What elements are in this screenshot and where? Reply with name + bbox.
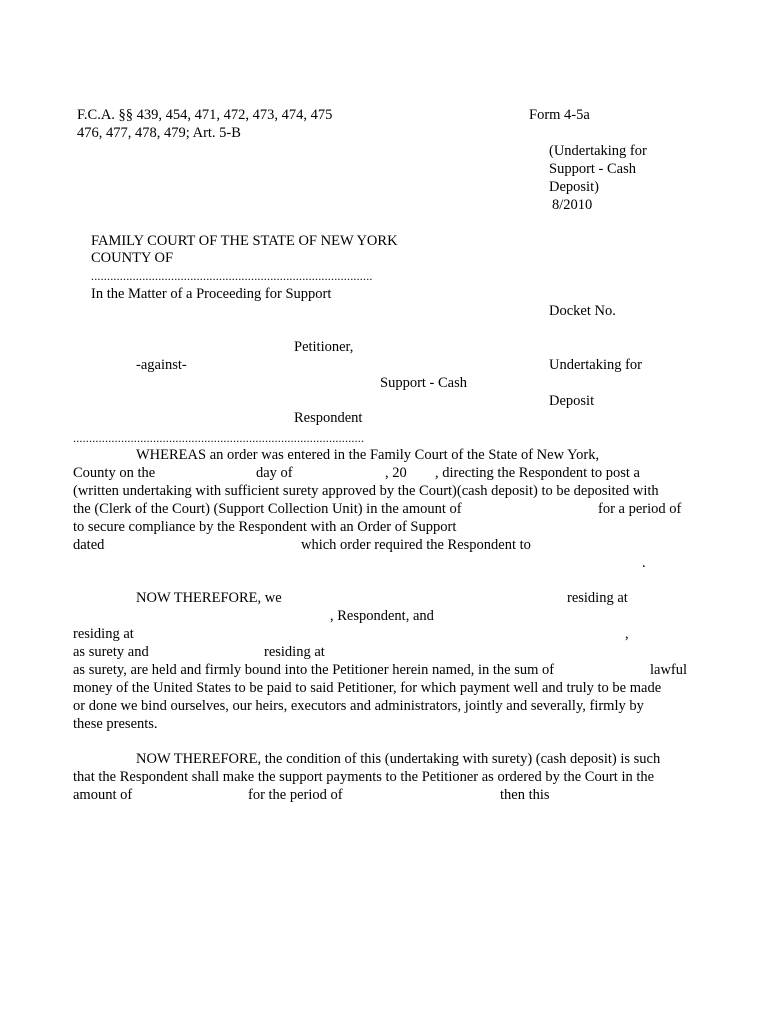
bond-line-6: money of the United States to be paid to said Petitioner, for which payment well and truly to be made — [73, 680, 662, 696]
statute-citation-line-2: 476, 477, 478, 479; Art. 5-B — [77, 125, 241, 141]
bond-residing-label-2: residing at — [73, 626, 134, 642]
bond-surety-label: as surety and — [73, 644, 149, 660]
condition-amount-label: amount of — [73, 787, 133, 803]
whereas-line-1: WHEREAS an order was entered in the Family Court of the State of New York, — [136, 447, 600, 463]
caption-dotted-rule-top: ........................................................................................ — [91, 270, 373, 282]
respondent-label: Respondent — [294, 410, 363, 426]
whereas-year-label: , 20 — [385, 465, 407, 481]
bond-line-8: these presents. — [73, 716, 158, 732]
matter-title: In the Matter of a Proceeding for Support — [91, 286, 332, 302]
whereas-directing-text: , directing the Respondent to post a — [435, 465, 640, 481]
bond-residing-label-1: residing at — [567, 590, 628, 606]
bond-line-7: or done we bind ourselves, our heirs, executors and administrators, jointly and severally, firmly by — [73, 698, 644, 714]
statute-citation-line-1: F.C.A. §§ 439, 454, 471, 472, 473, 474, 475 — [77, 107, 333, 123]
condition-line-2: that the Respondent shall make the support payments to the Petitioner as ordered by the Court in the — [73, 769, 655, 785]
bond-comma: , — [625, 626, 629, 642]
docket-label: Docket No. — [549, 303, 616, 319]
whereas-line-5: to secure compliance by the Respondent with an Order of Support — [73, 519, 457, 535]
condition-line-1: NOW THEREFORE, the condition of this (undertaking with surety) (cash deposit) is such — [136, 751, 661, 767]
caption-dotted-rule-bottom: ........................................................................................... — [73, 432, 365, 444]
condition-then-this: then this — [500, 787, 550, 803]
whereas-period-label: for a period of — [598, 501, 682, 517]
document-title-line-3: Deposit — [549, 393, 595, 409]
county-line: COUNTY OF — [91, 250, 174, 266]
form-title-line-2: Support - Cash — [549, 161, 636, 177]
document-title-line-1: Undertaking for — [549, 357, 643, 373]
court-name: FAMILY COURT OF THE STATE OF NEW YORK — [91, 233, 398, 249]
against-label: -against- — [136, 357, 187, 373]
bond-sum-text: as surety, are held and firmly bound into the Petitioner herein named, in the sum of — [73, 662, 555, 678]
whereas-day-label: day of — [256, 465, 293, 481]
whereas-dated-label: dated — [73, 537, 105, 553]
whereas-county-label: County on the — [73, 465, 156, 481]
document-title-line-2: Support - Cash — [380, 375, 467, 391]
form-date: 8/2010 — [552, 197, 593, 213]
whereas-required-text: which order required the Respondent to — [301, 537, 531, 553]
bond-we-label: NOW THEREFORE, we — [136, 590, 282, 606]
bond-respondent-and: , Respondent, and — [330, 608, 434, 624]
condition-period-label: for the period of — [248, 787, 343, 803]
form-title-line-3: Deposit) — [549, 179, 599, 195]
form-number: Form 4-5a — [529, 107, 590, 123]
whereas-amount-text: the (Clerk of the Court) (Support Collection Unit) in the amount of — [73, 501, 462, 517]
bond-residing-label-3: residing at — [264, 644, 325, 660]
petitioner-label: Petitioner, — [294, 339, 354, 355]
form-title-line-1: (Undertaking for — [549, 143, 647, 159]
whereas-end-period: . — [642, 555, 646, 571]
bond-lawful-label: lawful — [650, 662, 688, 678]
whereas-line-3: (written undertaking with sufficient surety approved by the Court)(cash deposit) to be deposited with — [73, 483, 659, 499]
